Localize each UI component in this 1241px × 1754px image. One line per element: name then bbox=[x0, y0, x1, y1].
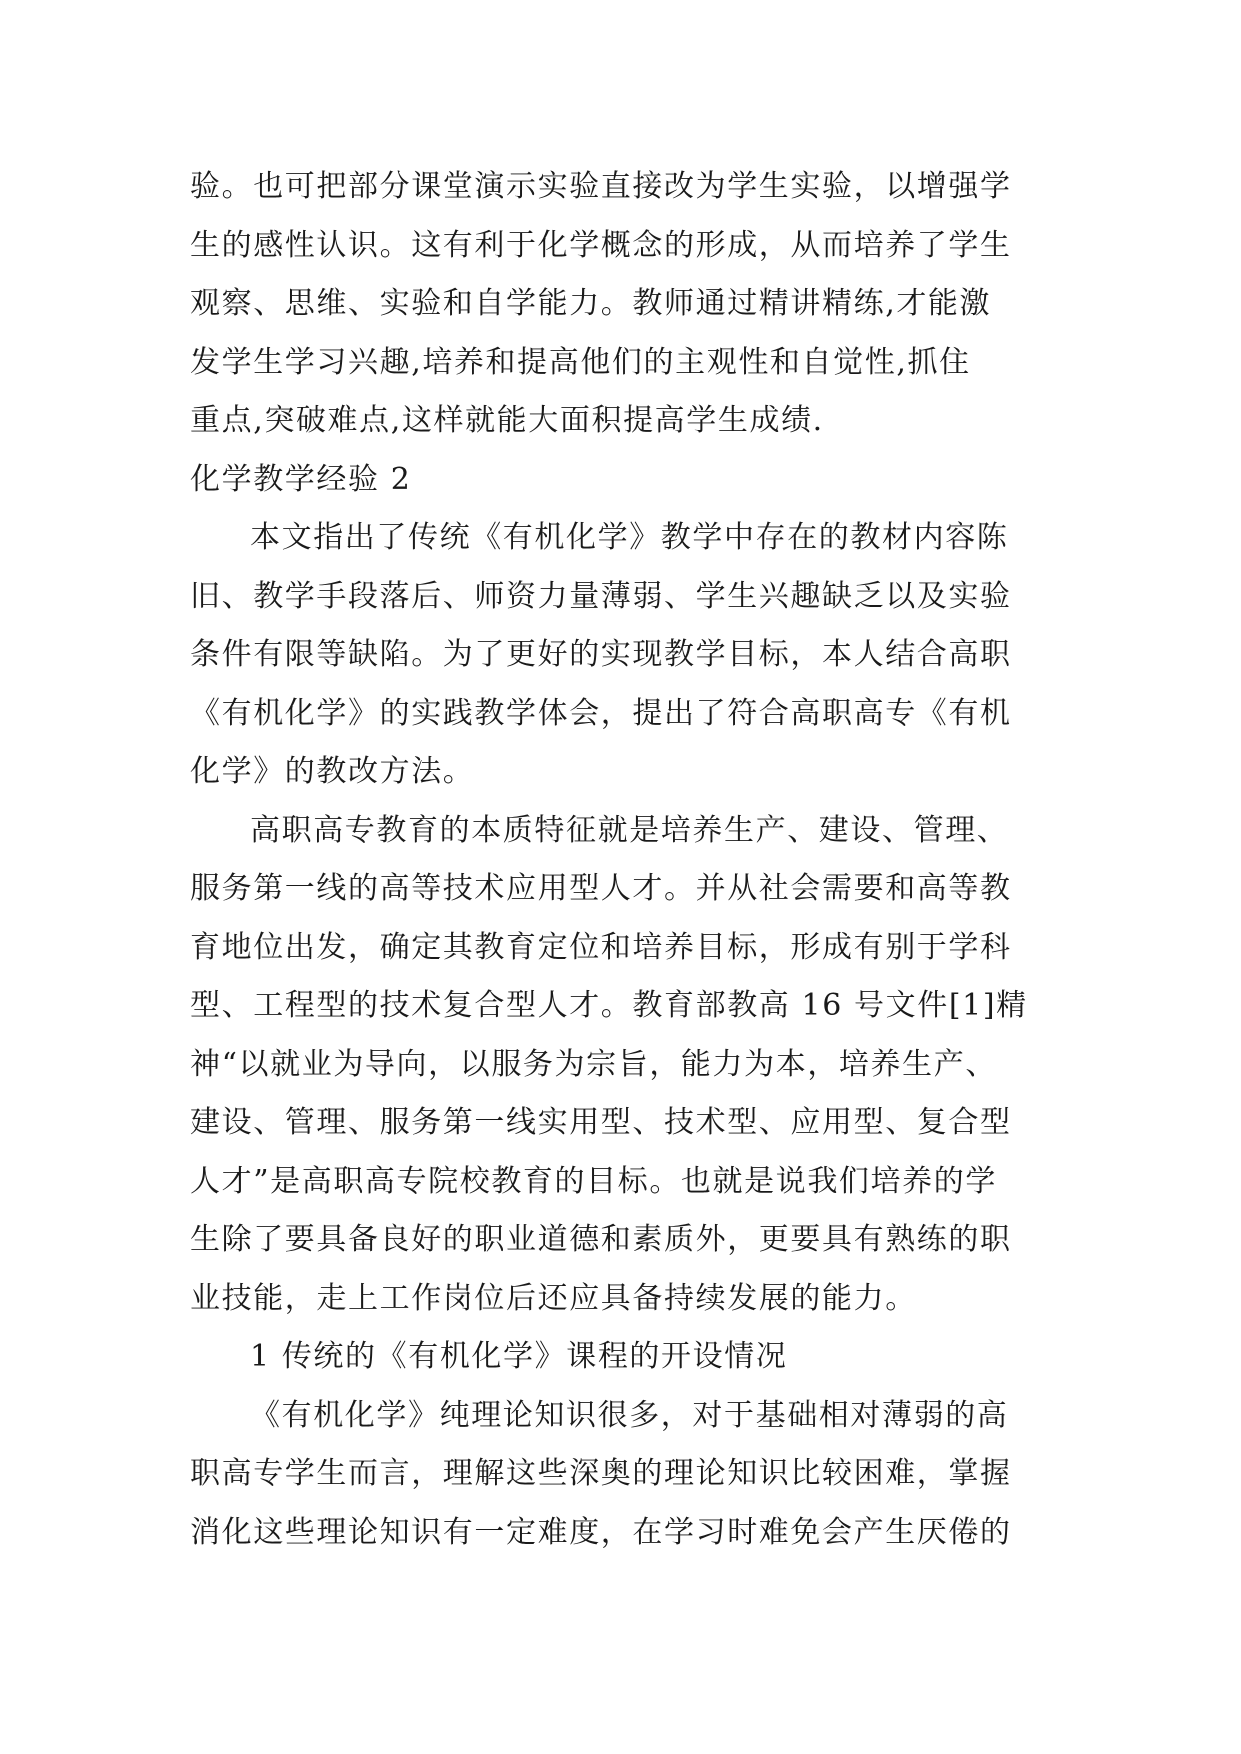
text-line: 条件有限等缺陷。为了更好的实现教学目标，本人结合高职 bbox=[190, 637, 1012, 672]
text-line: 观察、思维、实验和自学能力。教师通过精讲精练,才能激 bbox=[190, 286, 992, 321]
section-title: 化学教学经验 2 bbox=[190, 461, 412, 497]
text-line: 消化这些理论知识有一定难度，在学习时难免会产生厌倦的 bbox=[190, 1514, 1012, 1550]
text-line: 神“以就业为导向，以服务为宗旨，能力为本，培养生产、 bbox=[190, 1046, 997, 1082]
text-line: 建设、管理、服务第一线实用型、技术型、应用型、复合型 bbox=[190, 1105, 1012, 1140]
text-line: 生的感性认识。这有利于化学概念的形成，从而培养了学生 bbox=[190, 227, 1012, 263]
text-line: 职高专学生而言，理解这些深奥的理论知识比较困难，掌握 bbox=[190, 1456, 1012, 1491]
paragraph-continued bbox=[190, 158, 1052, 451]
text-line: 《有机化学》纯理论知识很多，对于基础相对薄弱的高 bbox=[250, 1397, 1009, 1433]
paragraph-education bbox=[190, 802, 1052, 1329]
subheading: 1 传统的《有机化学》课程的开设情况 bbox=[250, 1339, 788, 1374]
text-line: 发学生学习兴趣,培养和提高他们的主观性和自觉性,抓住 bbox=[190, 344, 971, 380]
text-line: 育地位出发，确定其教育定位和培养目标，形成有别于学科 bbox=[190, 929, 1012, 965]
text-line: 业技能，走上工作岗位后还应具备持续发展的能力。 bbox=[190, 1280, 917, 1316]
text-line: 验。也可把部分课堂演示实验直接改为学生实验，以增强学 bbox=[190, 169, 1012, 204]
text-line: 生除了要具备良好的职业道德和素质外，更要具有熟练的职 bbox=[190, 1222, 1012, 1257]
text-line: 重点,突破难点,这样就能大面积提高学生成绩. bbox=[190, 403, 824, 438]
text-line: 《有机化学》的实践教学体会，提出了符合高职高专《有机 bbox=[190, 695, 1012, 731]
document-body bbox=[190, 158, 1052, 1562]
text-line: 本文指出了传统《有机化学》教学中存在的教材内容陈 bbox=[250, 520, 1009, 555]
text-line: 型、工程型的技术复合型人才。教育部教高 16 号文件[1]精 bbox=[190, 988, 1028, 1023]
paragraph-intro bbox=[190, 509, 1052, 802]
text-line: 旧、教学手段落后、师资力量薄弱、学生兴趣缺乏以及实验 bbox=[190, 578, 1012, 614]
text-line: 高职高专教育的本质特征就是培养生产、建设、管理、 bbox=[250, 812, 1009, 848]
text-line: 化学》的教改方法。 bbox=[190, 754, 475, 789]
paragraph-theory bbox=[190, 1387, 1052, 1563]
text-line: 人才”是高职高专院校教育的目标。也就是说我们培养的学 bbox=[190, 1163, 997, 1199]
text-line: 服务第一线的高等技术应用型人才。并从社会需要和高等教 bbox=[190, 871, 1012, 906]
